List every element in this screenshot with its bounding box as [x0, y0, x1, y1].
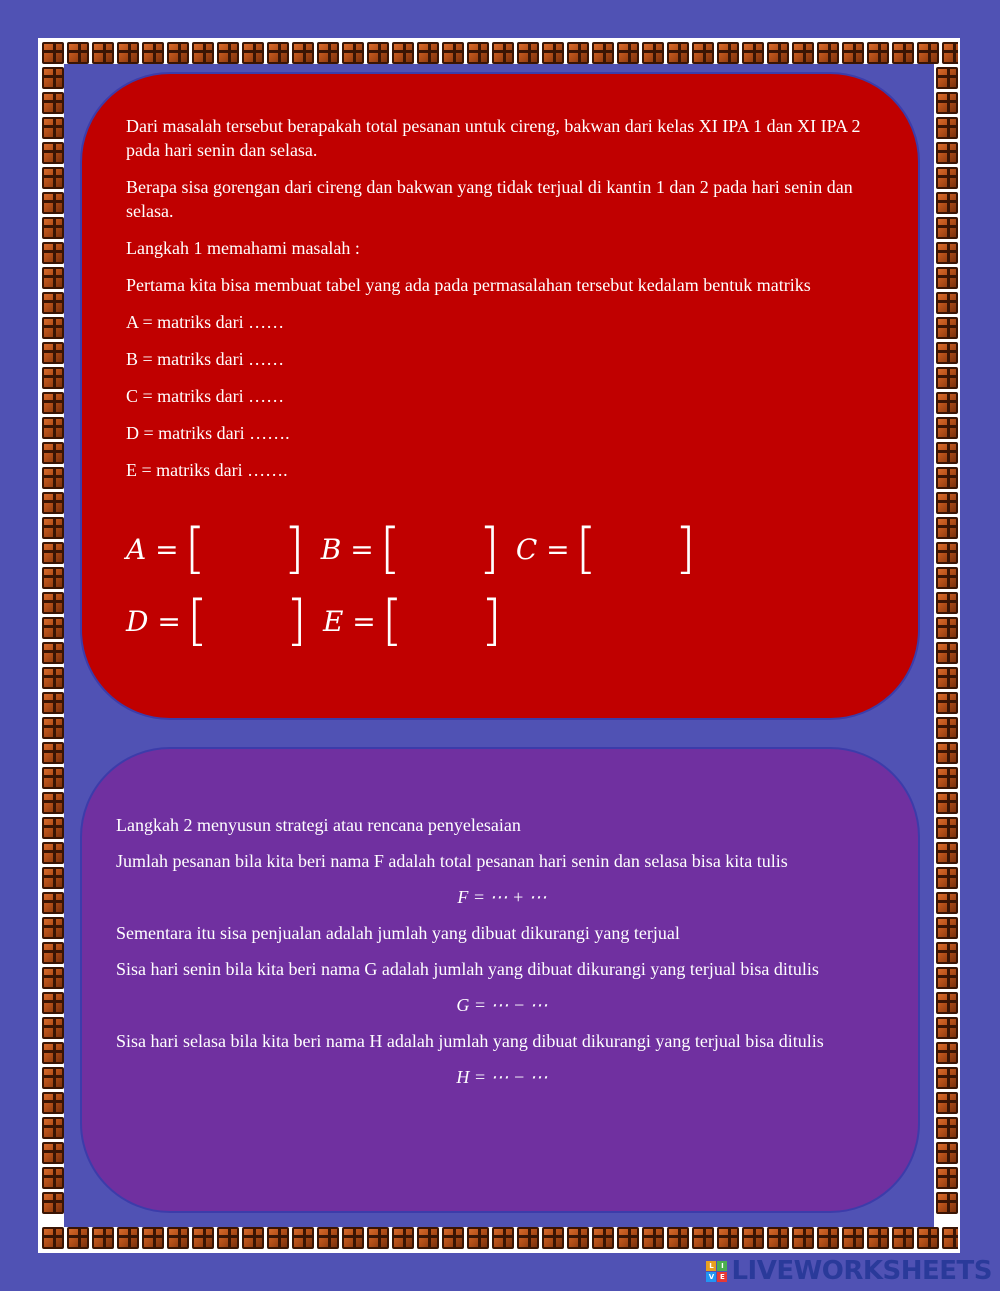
- crate-icon: [42, 567, 64, 589]
- crate-icon: [936, 942, 958, 964]
- crate-icon: [167, 1227, 189, 1249]
- crate-icon: [892, 1227, 914, 1249]
- border-top: [42, 42, 958, 64]
- crate-icon: [342, 1227, 364, 1249]
- matrix-row-2: [126, 589, 876, 652]
- crate-icon: [42, 642, 64, 664]
- crate-icon: [936, 992, 958, 1014]
- problem-panel: [80, 72, 920, 720]
- matrix-c-close-bracket: ]: [674, 517, 696, 580]
- crate-icon: [42, 592, 64, 614]
- tuesday-leftover-text: Sisa hari selasa bila kita beri nama H adalah jumlah yang dibuat dikurangi yang terjual bisa ditulis: [116, 1031, 824, 1051]
- crate-icon: [492, 42, 514, 64]
- crate-icon: [42, 892, 64, 914]
- crate-icon: [92, 1227, 114, 1249]
- crate-icon: [936, 592, 958, 614]
- crate-icon: [936, 567, 958, 589]
- crate-icon: [42, 667, 64, 689]
- crate-icon: [642, 42, 664, 64]
- crate-icon: [742, 42, 764, 64]
- crate-icon: [42, 92, 64, 114]
- crate-icon: [42, 267, 64, 289]
- matrix-a: [126, 517, 305, 580]
- matrix-d-description: D = matriks dari …….: [126, 423, 290, 443]
- crate-icon: [667, 1227, 689, 1249]
- crate-icon: [242, 42, 264, 64]
- leftover-sales-text: Sementara itu sisa penjualan adalah jumlah yang dibuat dikurangi yang terjual: [116, 923, 680, 943]
- crate-icon: [936, 742, 958, 764]
- crate-icon: [367, 1227, 389, 1249]
- crate-icon: [936, 317, 958, 339]
- matrix-e-label: E =: [322, 604, 376, 638]
- crate-icon: [42, 142, 64, 164]
- liveworksheets-logo[interactable]: [706, 1256, 992, 1286]
- crate-icon: [42, 242, 64, 264]
- crate-icon: [417, 42, 439, 64]
- crate-icon: [842, 1227, 864, 1249]
- crate-icon: [936, 1042, 958, 1064]
- crate-icon: [42, 717, 64, 739]
- strategy-panel: [80, 747, 920, 1213]
- crate-icon: [717, 1227, 739, 1249]
- crate-icon: [936, 917, 958, 939]
- crate-icon: [936, 517, 958, 539]
- crate-icon: [936, 267, 958, 289]
- crate-icon: [67, 42, 89, 64]
- crate-icon: [292, 42, 314, 64]
- brand-name: LIVEWORKSHEETS: [731, 1256, 992, 1286]
- crate-icon: [936, 967, 958, 989]
- crate-icon: [42, 692, 64, 714]
- crate-icon: [936, 792, 958, 814]
- matrix-e: [322, 589, 502, 652]
- crate-icon: [936, 667, 958, 689]
- matrix-c: [515, 517, 696, 580]
- crate-icon: [42, 392, 64, 414]
- crate-icon: [342, 42, 364, 64]
- crate-icon: [936, 867, 958, 889]
- crate-icon: [692, 1227, 714, 1249]
- crate-icon: [917, 42, 939, 64]
- crate-icon: [567, 42, 589, 64]
- crate-icon: [42, 542, 64, 564]
- crate-icon: [42, 1192, 64, 1214]
- crate-icon: [142, 42, 164, 64]
- crate-icon: [936, 1167, 958, 1189]
- equation-h[interactable]: H = ⋯ − ⋯: [456, 1067, 548, 1087]
- crate-icon: [936, 817, 958, 839]
- crate-icon: [42, 67, 64, 89]
- crate-icon: [42, 942, 64, 964]
- crate-icon: [42, 967, 64, 989]
- crate-icon: [936, 642, 958, 664]
- crate-icon: [42, 842, 64, 864]
- matrix-e-description: E = matriks dari …….: [126, 460, 288, 480]
- crate-icon: [842, 42, 864, 64]
- crate-icon: [917, 1227, 939, 1249]
- crate-icon: [267, 1227, 289, 1249]
- crate-icon: [417, 1227, 439, 1249]
- matrix-b-description: B = matriks dari ……: [126, 349, 285, 369]
- crate-icon: [936, 242, 958, 264]
- crate-icon: [392, 1227, 414, 1249]
- matrix-c-label: C =: [515, 532, 570, 566]
- crate-icon: [936, 342, 958, 364]
- matrix-d-label: D =: [126, 604, 181, 638]
- crate-icon: [542, 42, 564, 64]
- matrix-b-open-bracket: [: [379, 517, 401, 580]
- crate-icon: [42, 317, 64, 339]
- crate-icon: [217, 42, 239, 64]
- matrix-a-label: A =: [126, 532, 179, 566]
- crate-icon: [942, 1227, 958, 1249]
- crate-icon: [592, 42, 614, 64]
- crate-icon: [42, 792, 64, 814]
- crate-icon: [936, 92, 958, 114]
- crate-icon: [42, 1042, 64, 1064]
- crate-icon: [817, 1227, 839, 1249]
- crate-icon: [142, 1227, 164, 1249]
- crate-icon: [936, 1067, 958, 1089]
- crate-icon: [492, 1227, 514, 1249]
- crate-icon: [936, 767, 958, 789]
- crate-icon: [42, 1142, 64, 1164]
- crate-icon: [117, 1227, 139, 1249]
- crate-icon: [742, 1227, 764, 1249]
- logo-letter-l: L: [706, 1261, 716, 1271]
- crate-icon: [792, 1227, 814, 1249]
- matrix-d-open-bracket: [: [186, 589, 208, 652]
- crate-icon: [936, 892, 958, 914]
- crate-icon: [42, 1227, 64, 1249]
- matrix-row-1: [126, 517, 876, 580]
- crate-icon: [42, 117, 64, 139]
- matrix-c-description: C = matriks dari ……: [126, 386, 285, 406]
- crate-icon: [42, 492, 64, 514]
- crate-icon: [42, 292, 64, 314]
- crate-icon: [792, 42, 814, 64]
- crate-icon: [42, 1017, 64, 1039]
- matrix-e-open-bracket: [: [381, 589, 403, 652]
- crate-icon: [817, 42, 839, 64]
- crate-icon: [936, 117, 958, 139]
- crate-icon: [867, 42, 889, 64]
- crate-icon: [567, 1227, 589, 1249]
- crate-icon: [42, 417, 64, 439]
- crate-icon: [317, 42, 339, 64]
- crate-icon: [42, 817, 64, 839]
- logo-letter-e: E: [717, 1272, 727, 1282]
- equation-g[interactable]: G = ⋯ − ⋯: [456, 995, 548, 1015]
- crate-icon: [936, 1142, 958, 1164]
- crate-icon: [42, 617, 64, 639]
- crate-icon: [936, 367, 958, 389]
- crate-icon: [92, 42, 114, 64]
- crate-icon: [292, 1227, 314, 1249]
- crate-icon: [517, 42, 539, 64]
- crate-icon: [867, 1227, 889, 1249]
- crate-icon: [392, 42, 414, 64]
- crate-icon: [42, 742, 64, 764]
- crate-icon: [617, 1227, 639, 1249]
- crate-icon: [942, 42, 958, 64]
- crate-icon: [936, 617, 958, 639]
- crate-icon: [42, 867, 64, 889]
- matrix-a-close-bracket: ]: [283, 517, 305, 580]
- crate-icon: [717, 42, 739, 64]
- crate-icon: [42, 442, 64, 464]
- crate-icon: [936, 467, 958, 489]
- crate-icon: [467, 1227, 489, 1249]
- crate-icon: [192, 1227, 214, 1249]
- crate-icon: [42, 1167, 64, 1189]
- crate-icon: [42, 217, 64, 239]
- question-leftover: Berapa sisa gorengan dari cireng dan bakwan yang tidak terjual di kantin 1 dan 2 pada hari senin dan selasa.: [126, 177, 853, 221]
- matrix-a-description: A = matriks dari ……: [126, 312, 285, 332]
- equation-f[interactable]: F = ⋯ + ⋯: [457, 887, 547, 907]
- crate-icon: [67, 1227, 89, 1249]
- crate-icon: [167, 42, 189, 64]
- crate-icon: [936, 492, 958, 514]
- question-total-orders: Dari masalah tersebut berapakah total pesanan untuk cireng, bakwan dari kelas XI IPA 1 dan XI IPA 2 pada hari senin dan selasa.: [126, 116, 861, 160]
- crate-icon: [442, 1227, 464, 1249]
- border-left: [42, 67, 64, 1225]
- crate-icon: [936, 442, 958, 464]
- step1-instruction: Pertama kita bisa membuat tabel yang ada pada permasalahan tersebut kedalam bentuk matriks: [126, 275, 811, 295]
- matrix-b-close-bracket: ]: [478, 517, 500, 580]
- crate-icon: [642, 1227, 664, 1249]
- matrix-e-close-bracket: ]: [480, 589, 502, 652]
- crate-icon: [217, 1227, 239, 1249]
- crate-icon: [936, 417, 958, 439]
- crate-icon: [617, 42, 639, 64]
- crate-icon: [936, 67, 958, 89]
- crate-icon: [592, 1227, 614, 1249]
- crate-icon: [42, 342, 64, 364]
- crate-icon: [42, 767, 64, 789]
- crate-icon: [936, 1117, 958, 1139]
- crate-icon: [42, 917, 64, 939]
- crate-icon: [42, 367, 64, 389]
- step2-heading: Langkah 2 menyusun strategi atau rencana penyelesaian: [116, 815, 521, 835]
- crate-icon: [542, 1227, 564, 1249]
- crate-icon: [936, 192, 958, 214]
- crate-icon: [42, 42, 64, 64]
- crate-icon: [936, 1192, 958, 1214]
- crate-icon: [936, 1017, 958, 1039]
- logo-icon: [706, 1261, 727, 1282]
- crate-icon: [42, 517, 64, 539]
- crate-icon: [42, 467, 64, 489]
- crate-icon: [317, 1227, 339, 1249]
- matrix-d: [126, 589, 307, 652]
- crate-icon: [936, 167, 958, 189]
- border-bottom: [42, 1227, 958, 1249]
- crate-icon: [42, 1092, 64, 1114]
- crate-icon: [767, 42, 789, 64]
- crate-icon: [42, 192, 64, 214]
- crate-icon: [517, 1227, 539, 1249]
- crate-icon: [936, 692, 958, 714]
- crate-icon: [42, 167, 64, 189]
- crate-icon: [42, 1117, 64, 1139]
- crate-icon: [936, 717, 958, 739]
- crate-icon: [42, 1067, 64, 1089]
- crate-icon: [936, 142, 958, 164]
- crate-icon: [936, 392, 958, 414]
- crate-icon: [936, 842, 958, 864]
- logo-letter-i: I: [717, 1261, 727, 1271]
- monday-leftover-text: Sisa hari senin bila kita beri nama G adalah jumlah yang dibuat dikurangi yang terjual bisa ditulis: [116, 959, 819, 979]
- matrix-b: [320, 517, 500, 580]
- total-orders-text: Jumlah pesanan bila kita beri nama F adalah total pesanan hari senin dan selasa bisa kita tulis: [116, 851, 788, 871]
- crate-icon: [242, 1227, 264, 1249]
- matrix-b-label: B =: [320, 532, 374, 566]
- border-right: [936, 67, 958, 1225]
- crate-icon: [667, 42, 689, 64]
- matrix-c-open-bracket: [: [575, 517, 597, 580]
- crate-icon: [192, 42, 214, 64]
- crate-icon: [442, 42, 464, 64]
- crate-icon: [767, 1227, 789, 1249]
- crate-icon: [367, 42, 389, 64]
- logo-letter-v: V: [706, 1272, 716, 1282]
- crate-icon: [42, 992, 64, 1014]
- crate-icon: [117, 42, 139, 64]
- crate-icon: [692, 42, 714, 64]
- crate-icon: [936, 292, 958, 314]
- step1-heading: Langkah 1 memahami masalah :: [126, 238, 360, 258]
- crate-icon: [936, 1092, 958, 1114]
- crate-icon: [467, 42, 489, 64]
- crate-icon: [936, 217, 958, 239]
- matrix-d-close-bracket: ]: [285, 589, 307, 652]
- matrix-a-open-bracket: [: [184, 517, 206, 580]
- crate-icon: [936, 542, 958, 564]
- crate-icon: [892, 42, 914, 64]
- crate-icon: [267, 42, 289, 64]
